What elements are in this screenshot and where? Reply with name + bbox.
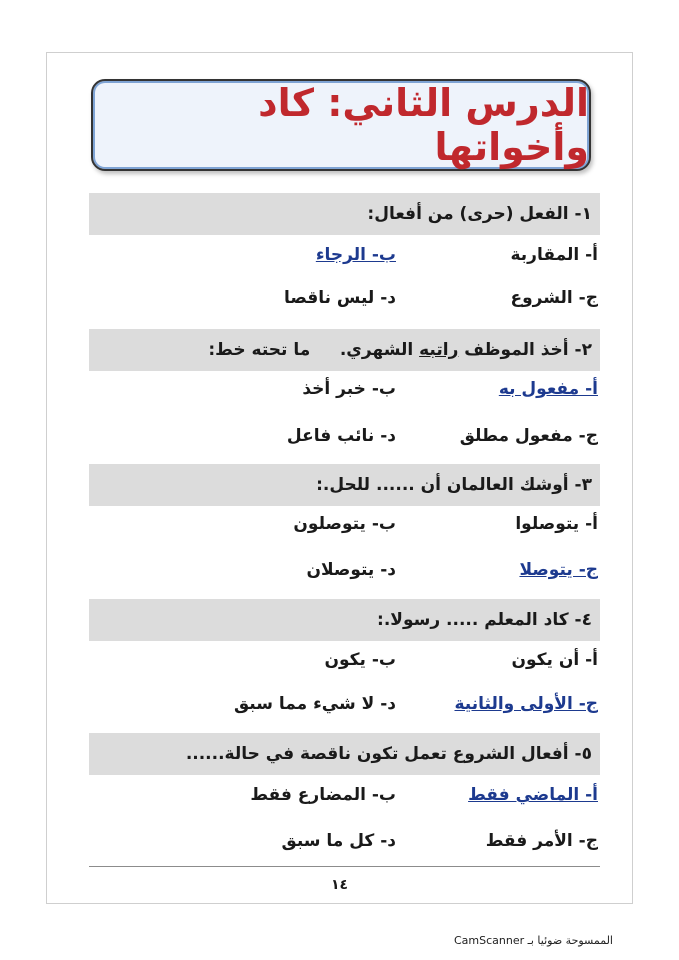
question-2-option-c: ج- مفعول مطلق xyxy=(459,426,598,446)
question-1-band xyxy=(89,193,600,235)
question-2-band xyxy=(89,329,600,371)
question-5-option-a: أ- الماضي فقط xyxy=(468,785,598,805)
question-3-option-b: ب- يتوصلون xyxy=(293,514,396,534)
page-title: الدرس الثاني: كاد وأخواتها xyxy=(258,81,589,169)
question-3-option-a: أ- يتوصلوا xyxy=(515,514,598,534)
question-3-option-d: د- يتوصلان xyxy=(306,560,396,580)
question-4-text: ٤- كاد المعلم ..... رسولا.: xyxy=(377,610,592,630)
page-number: ١٤ xyxy=(330,877,349,893)
question-2-text: ٢- أخذ الموظف راتبه الشهري. ما تحته خط: xyxy=(208,340,592,360)
question-1-text: ١- الفعل (حرى) من أفعال: xyxy=(367,204,592,224)
question-1-option-a: أ- المقاربة xyxy=(510,245,598,265)
question-5-text: ٥- أفعال الشروع تعمل تكون ناقصة في حالة...... xyxy=(185,744,592,764)
question-5-option-b: ب- المضارع فقط xyxy=(250,785,396,805)
bottom-divider xyxy=(89,866,600,867)
question-1-option-d: د- ليس ناقصا xyxy=(283,288,396,308)
question-2-option-d: د- نائب فاعل xyxy=(286,426,396,446)
question-1-option-c: ج- الشروع xyxy=(510,288,598,308)
question-2-option-b: ب- خبر أخذ xyxy=(302,379,396,399)
question-3-text: ٣- أوشك العالمان أن ...... للحل.: xyxy=(316,475,592,495)
question-5-option-c: ج- الأمر فقط xyxy=(485,831,598,851)
question-4-option-b: ب- يكون xyxy=(324,650,396,670)
question-5-option-d: د- كل ما سبق xyxy=(281,831,396,851)
question-4-option-a: أ- أن يكون xyxy=(511,650,598,670)
underlined-word: راتبه xyxy=(419,340,459,360)
question-5-band xyxy=(89,733,600,775)
title-box xyxy=(91,79,591,171)
scanner-footer: الممسوحة ضوئيا بـ CamScanner xyxy=(453,934,613,947)
question-4-option-c: ج- الأولى والثانية xyxy=(454,694,598,714)
question-3-option-c: ج- يتوصلا xyxy=(519,560,598,580)
question-4-option-d: د- لا شيء مما سبق xyxy=(233,694,396,714)
worksheet-page xyxy=(46,52,633,904)
question-4-band xyxy=(89,599,600,641)
question-2-option-a: أ- مفعول به xyxy=(498,379,598,399)
question-3-band xyxy=(89,464,600,506)
question-1-option-b: ب- الرجاء xyxy=(315,245,396,265)
